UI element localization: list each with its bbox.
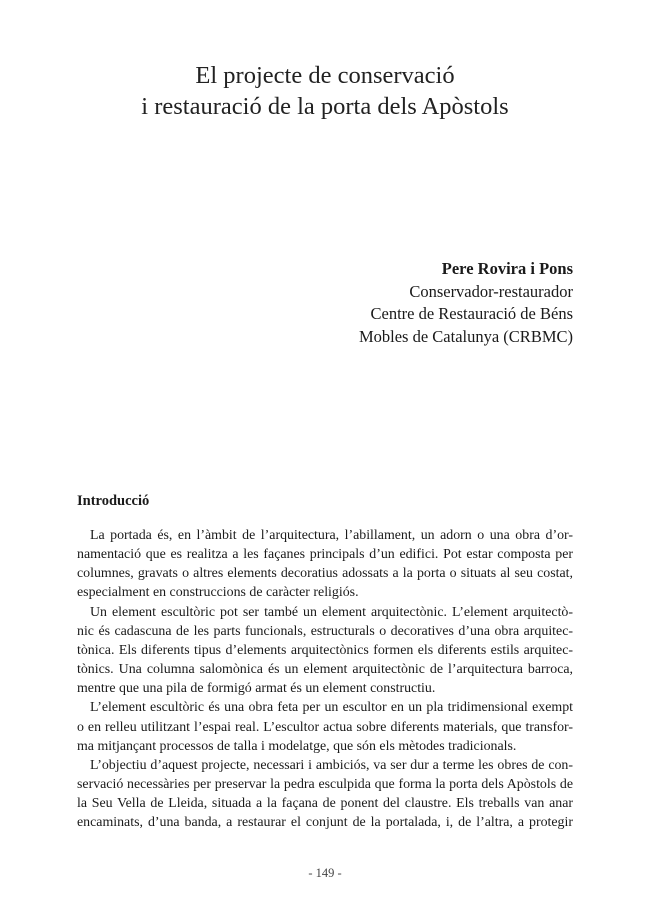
paragraph [77,698,573,755]
section-heading: Introducció [77,493,150,509]
text-line: encaminats, d’una banda, a restaurar el conjunt de la portalada, i, de l’altra, a protegir [77,815,573,831]
paragraph [77,603,573,699]
author-name: Pere Rovira i Pons [441,259,573,278]
text-line: L’element escultòric és una obra feta per un escultor en un pla tridimensional exempt [90,700,573,716]
text-line: la Seu Vella de Lleida, situada a la façana de ponent del claustre. Els treballs van anar [77,796,573,812]
text-line: La portada és, en l’àmbit de l’arquitectura, l’abillament, un adorn o una obra d’or- [90,528,573,543]
author-block [359,258,573,348]
text-line: mentre que una pila de formigó armat és un element constructiu. [77,681,436,697]
text-line: tònics. Una columna salomònica és un element arquitectònic de l’arquitectura barroca, [77,662,573,678]
author-role: Conservador-restaurador [409,281,573,301]
text-line: ma mitjançant processos de talla i modelatge, que són els mètodes tradicionals. [77,738,517,754]
text-line: o en relleu utilitzant l’espai real. L’escultor actua sobre diferents materials, que transfor- [77,719,573,735]
title-line-1: El projecte de conservació [195,62,455,89]
text-line: namentació que es realitza a les façanes principals d’un edifici. Pot estar composta per [77,547,573,563]
paragraph [77,756,573,833]
article-title [0,60,650,122]
text-line: columnes, gravats o altres elements decoratius adossats a la porta o situats al seu costat, [77,566,573,582]
text-line: especialment en construccions de caràcter religiós. [77,585,359,601]
author-affiliation-line-1: Centre de Restauració de Béns [370,304,573,323]
body-text [77,526,573,833]
text-line: Un element escultòric pot ser també un element arquitectònic. L’element arquitectò- [90,604,573,620]
page-number: - 149 - [308,866,342,880]
text-line: servació necessàries per preservar la pedra esculpida que forma la porta dels Apòstols de [77,777,573,793]
paragraph [77,526,573,603]
text-line: L’objectiu d’aquest projecte, necessari i ambiciós, va ser dur a terme les obres de con- [90,757,573,773]
title-line-2: i restauració de la porta dels Apòstols [141,93,509,120]
text-line: tònica. Els diferents tipus d’elements arquitectònics formen els diferents estils arquitec- [77,642,573,658]
author-affiliation-line-2: Mobles de Catalunya (CRBMC) [358,326,573,346]
text-line: nic és cadascuna de les parts funcionals, estructurals o decoratives d’una obra arquitec- [77,623,573,639]
